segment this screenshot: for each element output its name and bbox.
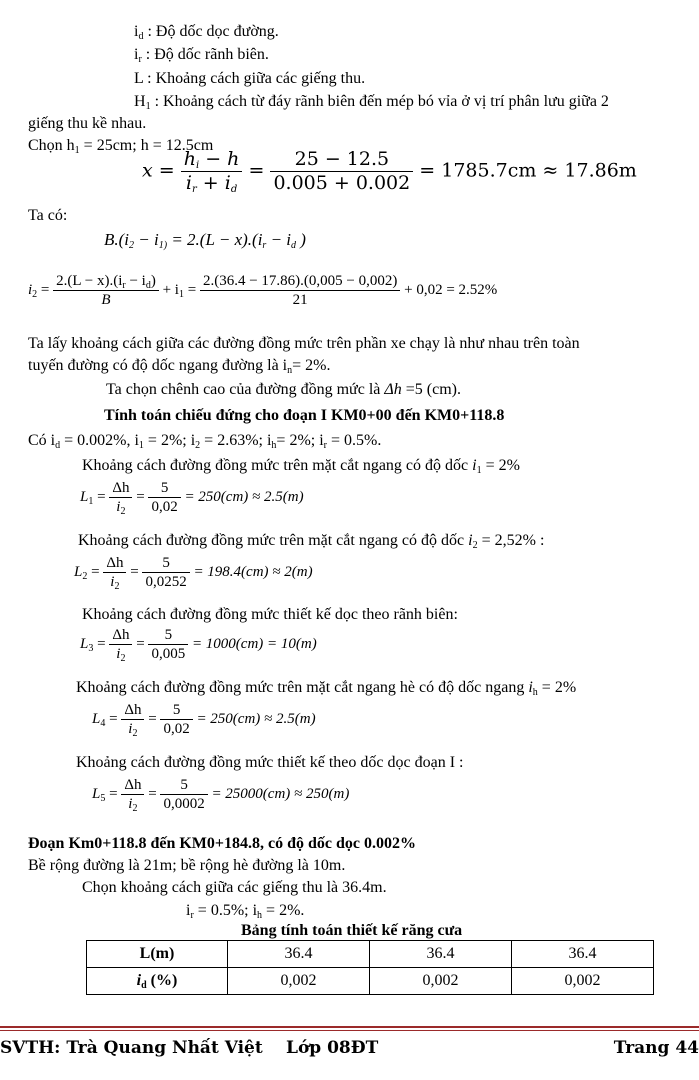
def-id: $i_d$ : Độ dốc dọc đường.: [134, 23, 279, 42]
params-line: Có $i_d = 0.002\%$, $i_1 = 2\%$; $i_2 = 2.63\%$; $i_h= 2\%$; $i_r = 0.5\%$.: [28, 432, 382, 451]
footer-class: Lớp 08ĐT: [286, 1038, 379, 1058]
table-row: [87, 941, 654, 968]
equation-L5: $L_5$ = $\frac{\Delta h}{i_2}$ = $\frac{5}{0,0002}$ = 25000(cm) ≈ 250(m): [92, 777, 350, 814]
equation-L2: $L_2$ = $\frac{\Delta h}{i_2}$ = $\frac{5}{0,0252}$ = 198.4(cm) ≈ 2(m): [74, 555, 313, 592]
table-cell: 36.4: [512, 941, 654, 968]
footer-author: SVTH: Trà Quang Nhất Việt: [0, 1038, 263, 1058]
equation-i2: $i_2$ = $\frac{2.(L - x).(i_r - i_d)}{B}$ + $i_1$ = $\frac{2.(36.4 - 17.86).(0,005 - 0,002)}{21}$ + 0,02 = 2.52%: [28, 273, 498, 308]
para1-line1: Ta lấy khoảng cách giữa các đường đồng mức trên phần xe chạy là như nhau trên toàn: [28, 335, 580, 352]
footer-rule: [0, 1026, 699, 1028]
equation-L3: $L_3$ = $\frac{\Delta h}{i_2}$ = $\frac{5}{0,005}$ = 1000(cm) = 10(m): [80, 627, 317, 664]
choose-line: Chọn $h_1 = 25cm$; h = 12.5cm: [28, 137, 214, 156]
k3-text: Khoảng cách đường đồng mức thiết kế dọc theo rãnh biên:: [82, 606, 458, 623]
gap-line: Chọn khoảng cách giữa các giếng thu là 36.4m.: [82, 879, 387, 896]
table-cell: 0,002: [512, 968, 654, 995]
footer-rule-thin: [0, 1030, 699, 1031]
width-line: Bề rộng đường là 21m; bề rộng hè đường là 10m.: [28, 857, 346, 874]
footer-page: Trang 44: [613, 1038, 699, 1058]
k5-text: Khoảng cách đường đồng mức thiết kế theo dốc dọc đoạn I :: [76, 754, 464, 771]
equation-L1: $L_1$ = $\frac{\Delta h}{i_2}$ = $\frac{5}{0,02}$ = 250(cm) ≈ 2.5(m): [80, 480, 304, 517]
k1-text: Khoảng cách đường đồng mức trên mặt cắt ngang có độ dốc $i_1 = 2\%$: [82, 457, 520, 476]
table-cell: 36.4: [228, 941, 370, 968]
def-H1-cont: giếng thu kề nhau.: [28, 115, 147, 132]
def-L: L : Khoảng cách giữa các giếng thu.: [134, 70, 366, 87]
sawtooth-table: [86, 940, 654, 995]
table-caption: Bảng tính toán thiết kế răng cưa: [241, 922, 463, 939]
equation-b: $B.(i_2 - i_{1)} = 2.(L - x).(i_r - i_d$ ): [104, 230, 306, 251]
table-cell: 36.4: [370, 941, 512, 968]
ta-co: Ta có:: [28, 207, 68, 224]
table-cell: 0,002: [370, 968, 512, 995]
def-H1: $H_1$ : Khoảng cách từ đáy rãnh biên đến mép bó vỉa ở vị trí phân lưu giữa 2: [134, 93, 609, 112]
para1-line2: tuyến đường có độ dốc ngang đường là $i_n= 2\%$.: [28, 357, 331, 376]
heading-section-1: Tính toán chiếu đứng cho đoạn I KM0+00 đến KM0+118.8: [104, 407, 505, 424]
k4-text: Khoảng cách đường đồng mức trên mặt cắt ngang hè có độ dốc ngang $i_h = 2\%$: [76, 679, 577, 698]
table-row: [87, 968, 654, 995]
row-label-L: L(m): [87, 941, 228, 968]
table-cell: 0,002: [228, 968, 370, 995]
equation-L4: $L_4$ = $\frac{\Delta h}{i_2}$ = $\frac{5}{0,02}$ = 250(cm) ≈ 2.5(m): [92, 702, 316, 739]
def-ir: $i_r$ : Độ dốc rãnh biên.: [134, 46, 269, 65]
k2-text: Khoảng cách đường đồng mức trên mặt cắt ngang có độ dốc $i_2 = 2,52\%$ :: [78, 532, 545, 551]
heading-section-2: Đoạn Km0+118.8 đến KM0+184.8, có độ dốc dọc 0.002%: [28, 835, 417, 852]
para2: Ta chọn chênh cao của đường đồng mức là Δh =5 (cm).: [106, 381, 461, 398]
row-label-id: $i_d$ (%): [87, 968, 228, 995]
slope-line: $i_r = 0.5\%$; $i_h = 2\%$.: [186, 902, 305, 921]
equation-x: x = $\frac{h_i - h}{i_r + i_d}$ = $\frac{25 - 12.5}{0.005 + 0.002}$ = 1785.7cm ≈ 17.86m: [142, 148, 637, 195]
